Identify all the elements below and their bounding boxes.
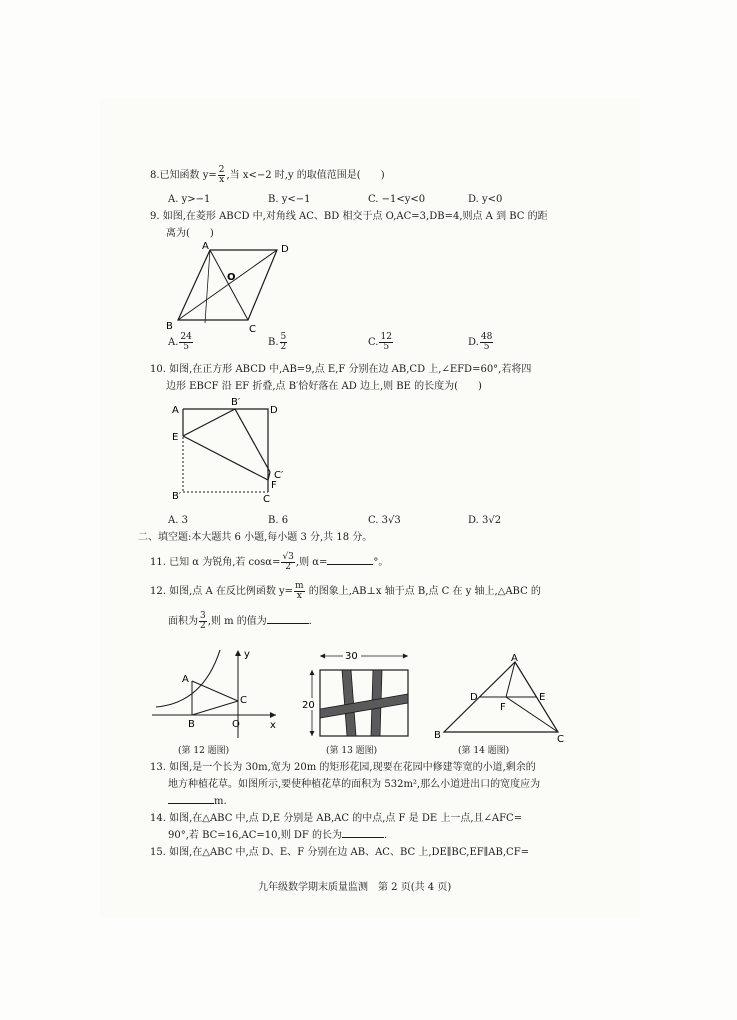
dim-arrow-right-icon xyxy=(403,654,408,659)
label-b: B xyxy=(166,321,173,332)
segment-eb1 xyxy=(183,409,235,436)
label-f: F xyxy=(271,480,277,491)
diagonal-ac xyxy=(210,250,248,320)
fig13-caption: (第 13 题图) xyxy=(326,746,378,756)
label-a: A xyxy=(172,405,179,416)
q13-line2: 地方种植花草。如图所示,要使种植花草的面积为 532m²,那么小道进出口的宽度应为 xyxy=(168,779,541,790)
q13-line3: m. xyxy=(168,795,227,808)
q9-line2: 离为( ) xyxy=(166,228,214,239)
label-c: C xyxy=(263,494,270,504)
q15-line1: 15. 如图,在△ABC 中,点 D、E、F 分别在边 AB、AC、BC 上,DE∥BC,EF∥AB,CF= xyxy=(150,847,530,858)
label-b-prime-2: B′ xyxy=(172,491,182,502)
q11-answer-blank[interactable] xyxy=(327,564,373,565)
q13-answer-blank[interactable] xyxy=(168,803,214,804)
label-a: A xyxy=(182,674,189,685)
q8-stem: 8.已知函数 y= $\frac{2}{x}$ ,当 x<−2 时,y 的取值范围是( ) xyxy=(150,165,385,185)
q10-option-c: C. 3√3 xyxy=(368,515,401,526)
q14-line1: 14. 如图,在△ABC 中,点 D,E 分别是 AB,AC 的中点,点 F 是 DE 上一点,且∠AFC= xyxy=(150,813,523,824)
x-axis-arrow-icon xyxy=(270,712,276,718)
label-c-prime: C′ xyxy=(274,470,284,481)
segment-ac xyxy=(192,681,238,701)
label-y: y xyxy=(244,649,250,660)
q9-option-c: C. $\frac{12}{5}$ xyxy=(368,332,392,352)
label-c: C xyxy=(240,695,247,706)
q8-option-a: A. y>−1 xyxy=(168,194,211,205)
q14-answer-blank[interactable] xyxy=(342,837,384,838)
label-f: F xyxy=(500,702,506,713)
q9-rhombus-figure xyxy=(160,240,310,335)
label-d: D xyxy=(470,692,478,703)
label-d: D xyxy=(270,405,278,416)
label-x: x xyxy=(270,720,276,731)
label-a: A xyxy=(202,241,209,252)
q10-option-d: D. 3√2 xyxy=(468,515,502,526)
label-b-prime: B′ xyxy=(231,397,241,408)
height-label: 20 xyxy=(302,700,315,711)
dim-arrow-up-icon xyxy=(310,670,315,675)
fig12-hyperbola-figure xyxy=(148,648,288,743)
q9-option-b: B. $\frac{5}{2}$ xyxy=(268,332,287,352)
section-fill-in-heading: 二、填空题:本大题共 6 小题,每小题 3 分,共 18 分。 xyxy=(138,532,373,543)
label-b: B xyxy=(434,730,441,741)
q10-line1: 10. 如图,在正方形 ABCD 中,AB=9,点 E,F 分别在边 AB,CD 上,∠EFD=60°,若将四 xyxy=(150,364,532,375)
fold-line-ef xyxy=(183,436,268,480)
label-o: O xyxy=(232,719,240,730)
q10-square-figure xyxy=(168,392,298,504)
page-footer: 九年级数学期末质量监测 第 2 页(共 4 页) xyxy=(258,882,452,893)
q12-answer-blank[interactable] xyxy=(267,623,309,624)
y-axis-arrow-icon xyxy=(235,650,241,656)
fig12-caption: (第 12 题图) xyxy=(178,746,230,756)
label-e: E xyxy=(172,432,179,443)
altitude-a xyxy=(205,250,210,323)
q10-line2: 边形 EBCF 沿 EF 折叠,点 B′恰好落在 AD 边上,则 BE 的长度为( ) xyxy=(166,381,482,392)
label-b: B xyxy=(188,719,195,730)
label-e: E xyxy=(539,692,546,703)
segment-b1c1 xyxy=(235,409,270,472)
q10-option-b: B. 6 xyxy=(268,515,289,526)
q10-option-a: A. 3 xyxy=(168,515,188,526)
label-d: D xyxy=(281,244,289,255)
segment-bc xyxy=(192,701,238,715)
square-top-right xyxy=(183,409,268,492)
width-label: 30 xyxy=(345,651,358,662)
q11-stem: 11. 已知 α 为锐角,若 cosα= $\frac{√3}{2}$ ,则 α= °。 xyxy=(150,552,389,572)
q13-line1: 13. 如图,是一个长为 30m,宽为 20m 的矩形花园,现要在花园中修建等宽的小道,剩余的 xyxy=(150,762,536,773)
q8-option-b: B. y<−1 xyxy=(268,194,311,205)
label-a: A xyxy=(511,653,518,664)
q9-line1: 9. 如图,在菱形 ABCD 中,对角线 AC、BD 相交于点 O,AC=3,DB=4,则点 A 到 BC 的距 xyxy=(150,211,548,222)
fig14-caption: (第 14 题图) xyxy=(458,746,510,756)
label-c: C xyxy=(557,734,564,744)
segment-fc xyxy=(506,697,558,732)
q14-line2: 90°,若 BC=16,AC=10,则 DF 的长为 . xyxy=(168,830,388,841)
label-c: C xyxy=(249,324,256,335)
q8-option-d: D. y<0 xyxy=(468,194,503,205)
fig14-triangle-figure xyxy=(430,652,580,744)
dim-arrow-left-icon xyxy=(320,654,325,659)
q8-option-c: C. −1<y<0 xyxy=(368,194,426,205)
dim-arrow-down-icon xyxy=(310,731,315,736)
label-o: O xyxy=(227,272,236,283)
q12-line1: 12. 如图,点 A 在反比例函数 y= $\frac{m}{x}$ 的图象上,AB⊥x 轴于点 B,点 C 在 y 轴上,△ABC 的 xyxy=(150,581,541,601)
q9-option-a: A. $\frac{24}{5}$ xyxy=(168,332,192,352)
q9-option-d: D. $\frac{48}{5}$ xyxy=(468,332,493,352)
q12-line2: 面积为 $\frac{3}{2}$ ,则 m 的值为 . xyxy=(168,611,312,631)
fig13-garden-figure xyxy=(300,648,412,743)
